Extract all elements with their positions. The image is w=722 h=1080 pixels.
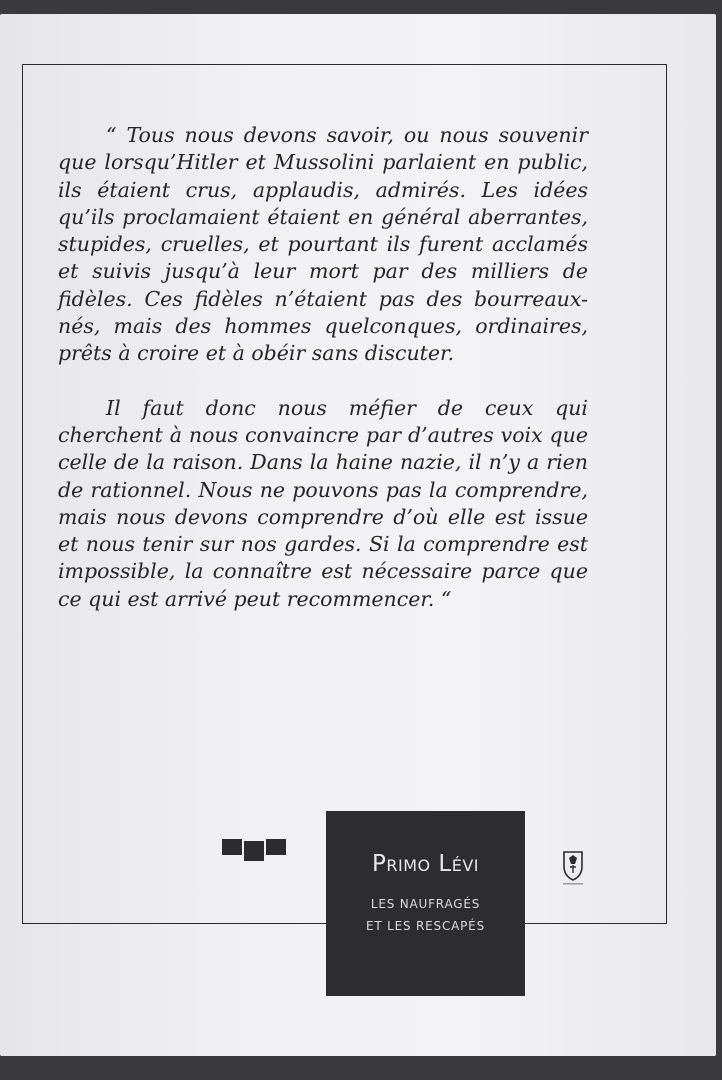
coat-of-arms-icon (560, 848, 586, 888)
book-author: Primo Lévi (371, 851, 479, 877)
book-subtitle-line-1: LES NAUFRAGÉS (370, 897, 481, 911)
quote-paragraph-1: “ Tous nous devons savoir, ou nous souvenir que lorsqu’Hitler et Mussolini parlaient en public, ils étaient crus, applaudis, admirés. Les idées qu’ils proclamaient étaient en général aberrantes, stupides, cruelles, et pourtant ils furent acclamés et suivis jusqu’à leur mort par des milliers de fidèles. Ces fidèles n’étaient pas des bourreaux-nés, mais des hommes quelconques, ordinaires, prêts à croire et à obéir sans discuter. (58, 123, 588, 366)
paper-sheet (0, 14, 716, 1056)
publisher-blocks-logo (222, 839, 286, 861)
quote-block (58, 122, 588, 613)
quote-paragraph-2: Il faut donc nous méfier de ceux qui cherchent à nous convaincre par d’autres voix que celle de la raison. Dans la haine nazie, il n’y a rien de rationnel. Nous ne pouvons pas la comprendre, mais nous devons comprendre d’où elle est issue et nous tenir sur nos gardes. Si la comprendre est impossible, la connaître est nécessaire parce que ce qui est arrivé peut recommencer. “ (58, 395, 588, 611)
book-cover (326, 811, 525, 996)
book-subtitle-line-2: ET LES RESCAPÉS (366, 919, 485, 933)
